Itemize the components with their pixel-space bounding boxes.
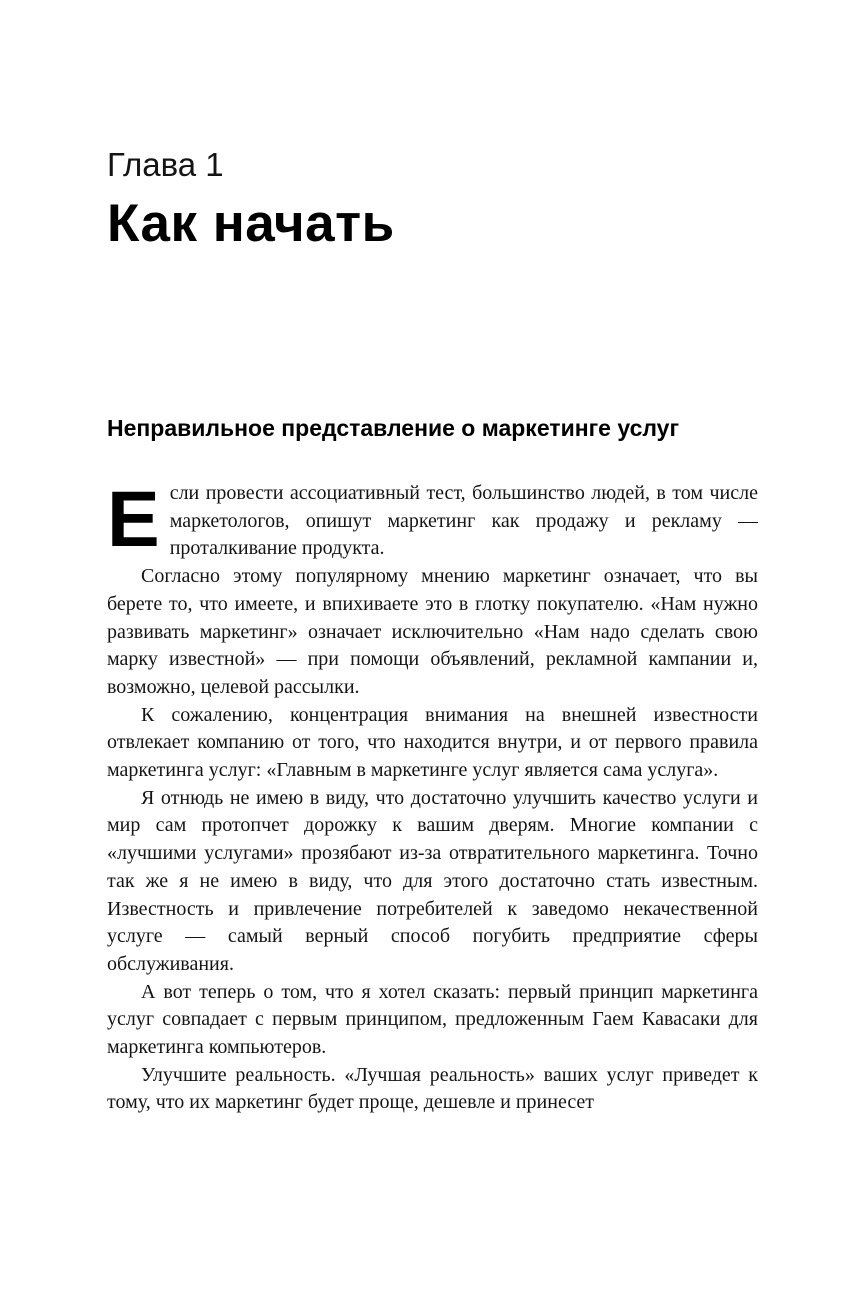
chapter-label: Глава 1 [107, 146, 224, 183]
paragraph: Улучшите реальность. «Лучшая реальность» ваших услуг приведет к тому, что их маркетинг будет проще, дешевле и принесет [107, 1063, 758, 1114]
body-text [107, 474, 758, 1117]
paragraph-text: сли провести ассоциативный тест, большинство людей, в том числе маркетологов, опишут маркетинг как продажу и рекламу — проталкивание продукта. [169, 482, 758, 560]
paragraph: К сожалению, концентрация внимания на внешней известности отвлекает компанию от того, что находится внутри, и от первого правила маркетинга услуг: «Главным в маркетинге услуг является сама услуга». [107, 703, 758, 782]
paragraph: Я отнюдь не имею в виду, что достаточно улучшить качество услуги и мир сам протопчет дорожку к вашим дверям. Многие компании с «лучшими услугами» прозябают из-за отвратительного маркетинга. Точно так же я не имею в виду, что для этого достаточно стать известным. Известность и привлечение потребителей к заведомо некачественной услуге — самый верный способ погубить предприятие сферы обслуживания. [107, 786, 758, 975]
page-content [107, 0, 758, 1117]
section-heading: Неправильное представление о маркетинге услуг [107, 415, 680, 441]
chapter-title: Как начать [107, 194, 395, 253]
paragraph [107, 474, 758, 563]
drop-cap: Е [107, 474, 160, 563]
paragraph: Согласно этому популярному мнению маркетинг означает, что вы берете то, что имеете, и впихиваете это в глотку покупателю. «Нам нужно развивать маркетинг» означает исключительно «Нам надо сделать свою марку известной» — при помощи объявлений, рекламной кампании и, возможно, целевой рассылки. [107, 565, 758, 698]
paragraph: А вот теперь о том, что я хотел сказать: первый принцип маркетинга услуг совпадает с первым принципом, предложенным Гаем Кавасаки для маркетинга компьютеров. [107, 980, 758, 1059]
